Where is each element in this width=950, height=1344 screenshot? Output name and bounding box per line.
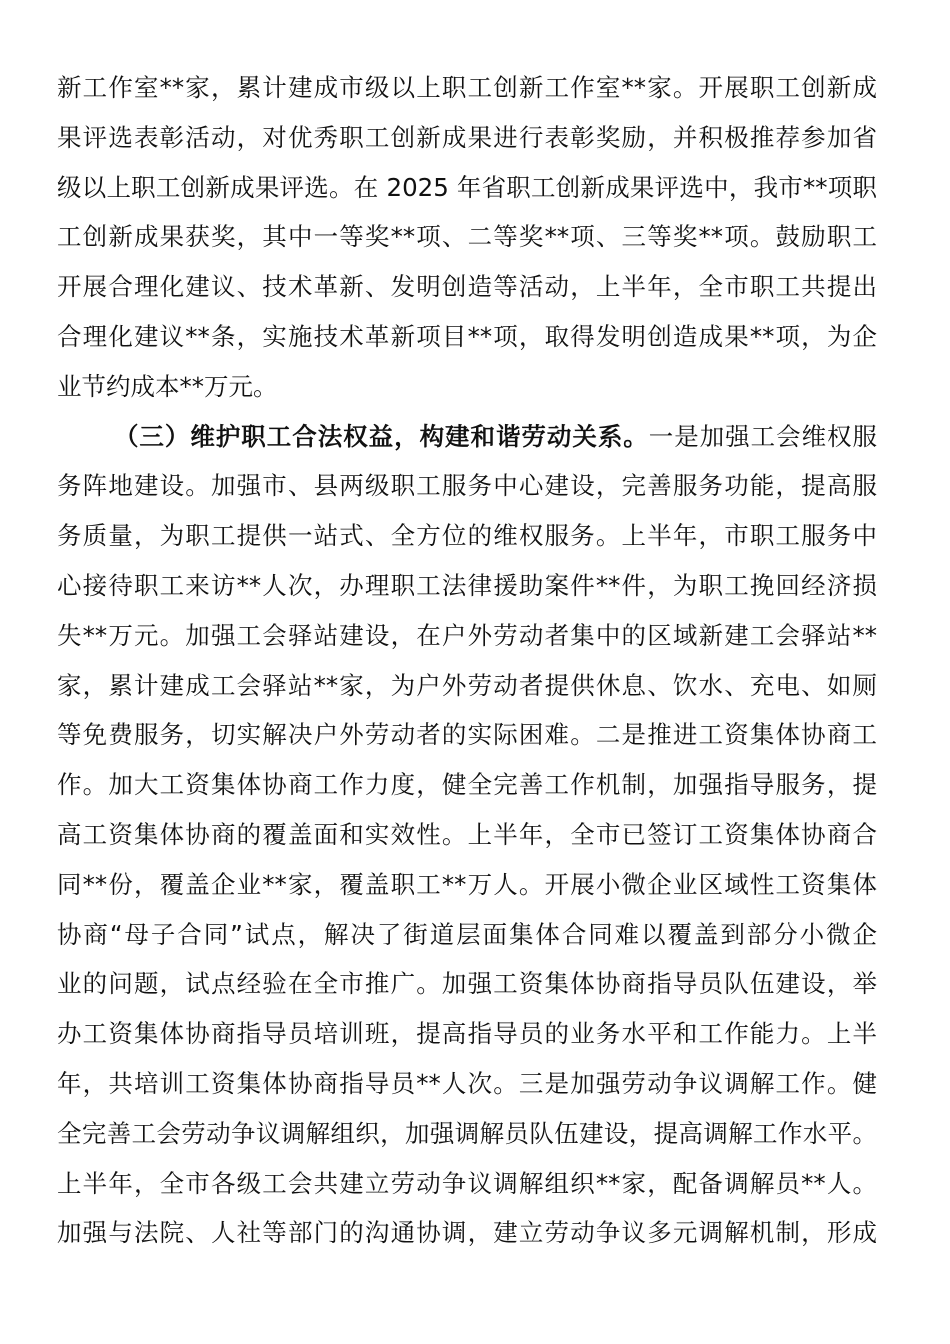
text-line: 业节约成本**万元。 xyxy=(57,371,278,401)
text-line: 年，共培训工资集体协商指导员**人次。三是加强劳动争议调解工作。健 xyxy=(57,1068,877,1098)
document-body xyxy=(57,63,877,1258)
text-line: 新工作室**家，累计建成市级以上职工创新工作室**家。开展职工创新成 xyxy=(57,73,877,102)
text-line: 务阵地建设。加强市、县两级职工服务中心建设，完善服务功能，提高服 xyxy=(57,471,877,501)
text-line: 果评选表彰活动，对优秀职工创新成果进行表彰奖励，并积极推荐参加省 xyxy=(57,122,877,152)
text-line: 级以上职工创新成果评选。在 2025 年省职工创新成果评选中，我市**项职 xyxy=(57,172,877,202)
text-line: 心接待职工来访**人次，办理职工法律援助案件**件，为职工挽回经济损 xyxy=(57,570,877,600)
paragraph-innovation xyxy=(57,63,877,412)
section-first-line xyxy=(57,412,877,462)
text-line: 开展合理化建议、技术革新、发明创造等活动，上半年，全市职工共提出 xyxy=(57,272,877,302)
text-line: 家，累计建成工会驿站**家，为户外劳动者提供休息、饮水、充电、如厕 xyxy=(57,670,877,700)
text-line: 全完善工会劳动争议调解组织，加强调解员队伍建设，提高调解工作水平。 xyxy=(57,1118,877,1148)
text-line: 协商“母子合同”试点，解决了街道层面集体合同难以覆盖到部分小微企 xyxy=(57,919,877,949)
text-line: 高工资集体协商的覆盖面和实效性。上半年，全市已签订工资集体协商合 xyxy=(57,819,877,849)
text-line: 业的问题，试点经验在全市推广。加强工资集体协商指导员队伍建设，举 xyxy=(57,969,877,999)
text-line: 务质量，为职工提供一站式、全方位的维权服务。上半年，市职工服务中 xyxy=(57,521,877,551)
text-line: 作。加大工资集体协商工作力度，健全完善工作机制，加强指导服务，提 xyxy=(57,770,877,800)
text-line: 合理化建议**条，实施技术革新项目**项，取得发明创造成果**项，为企 xyxy=(57,321,877,351)
text-line: 办工资集体协商指导员培训班，提高指导员的业务水平和工作能力。上半 xyxy=(57,1019,877,1049)
paragraph-rights-protection xyxy=(57,412,877,1259)
text-line: 同**份，覆盖企业**家，覆盖职工**万人。开展小微企业区域性工资集体 xyxy=(57,869,877,899)
text-line: 加强与法院、人社等部门的沟通协调，建立劳动争议多元调解机制，形成 xyxy=(57,1218,877,1248)
text-line: 等免费服务，切实解决户外劳动者的实际困难。二是推进工资集体协商工 xyxy=(57,720,877,750)
section-heading: （三）维护职工合法权益，构建和谐劳动关系。 xyxy=(113,421,649,451)
text-line: 工创新成果获奖，其中一等奖**项、二等奖**项、三等奖**项。鼓励职工 xyxy=(57,222,877,252)
section-first-line-text: 一是加强工会维权服 xyxy=(648,421,877,451)
text-line: 上半年，全市各级工会共建立劳动争议调解组织**家，配备调解员**人。 xyxy=(57,1168,877,1198)
text-line: 失**万元。加强工会驿站建设，在户外劳动者集中的区域新建工会驿站** xyxy=(57,620,877,650)
